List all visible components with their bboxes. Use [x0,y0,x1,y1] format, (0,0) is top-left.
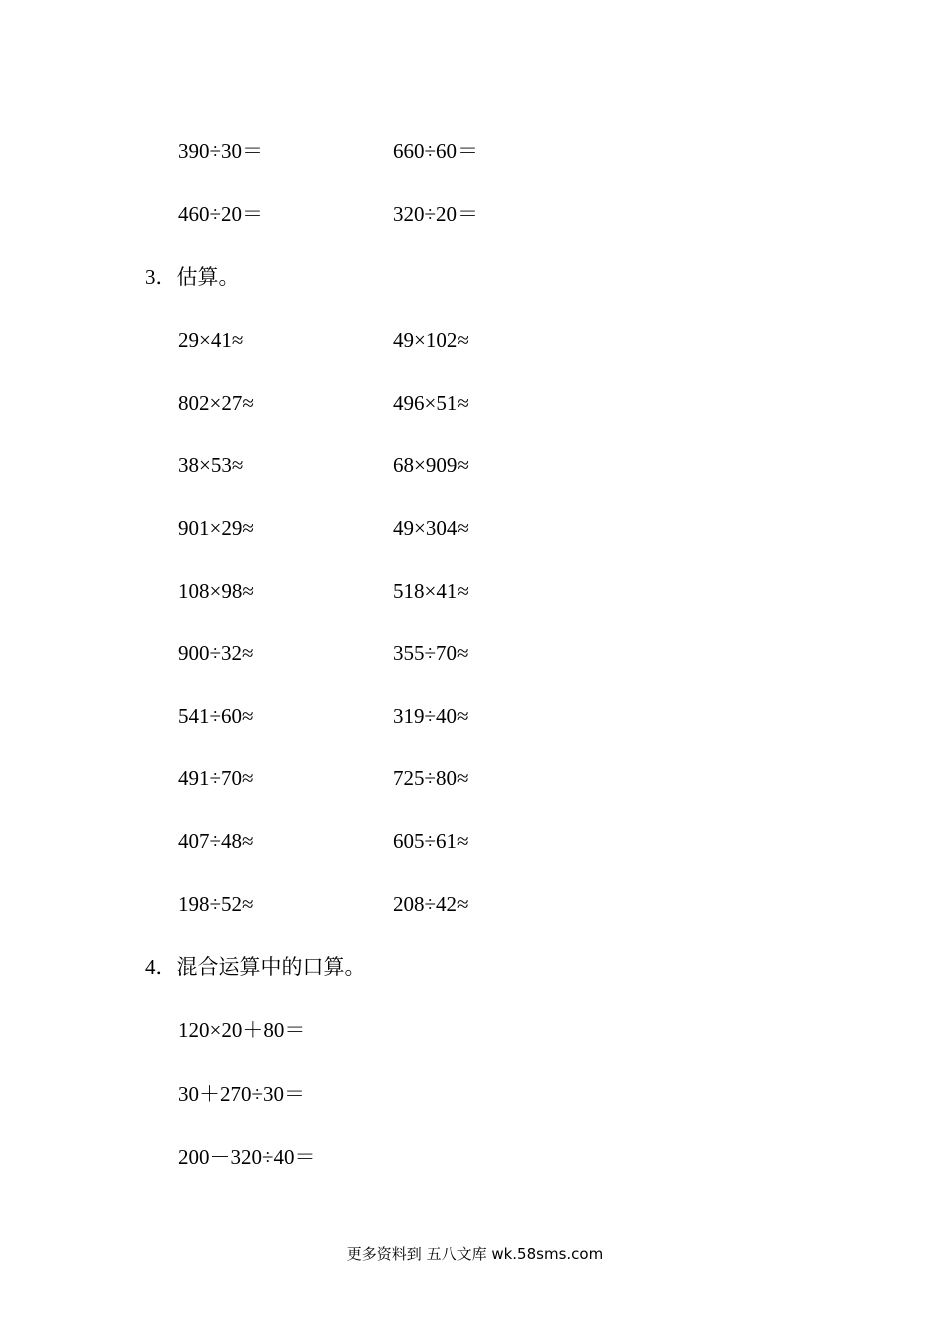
estimate-left-7: 541÷60≈ [178,704,254,728]
estimate-left-5: 108×98≈ [178,579,254,603]
estimate-right-9: 605÷61≈ [393,829,469,853]
estimate-left-8: 491÷70≈ [178,766,254,790]
problem-2-left-2: 460÷20＝ [178,202,264,226]
section-3-heading: 3．估算。 [145,265,240,289]
problem-2-left-1: 390÷30＝ [178,139,264,163]
estimate-right-6: 355÷70≈ [393,641,469,665]
estimate-left-1: 29×41≈ [178,328,244,352]
mixed-calc-2: 30＋270÷30＝ [178,1082,306,1106]
estimate-right-2: 496×51≈ [393,391,469,415]
footer-link-text: 更多资料到 五八文库 wk.58sms.com [346,1245,604,1263]
mixed-calc-1: 120×20＋80＝ [178,1018,306,1042]
mixed-calc-3: 200－320÷40＝ [178,1145,316,1169]
problem-2-right-2: 320÷20＝ [393,202,479,226]
estimate-left-2: 802×27≈ [178,391,254,415]
estimate-right-4: 49×304≈ [393,516,469,540]
problem-2-right-1: 660÷60＝ [393,139,479,163]
estimate-left-3: 38×53≈ [178,453,244,477]
estimate-right-1: 49×102≈ [393,328,469,352]
estimate-left-4: 901×29≈ [178,516,254,540]
estimate-left-10: 198÷52≈ [178,892,254,916]
section-4-heading: 4．混合运算中的口算。 [145,955,366,979]
estimate-right-5: 518×41≈ [393,579,469,603]
estimate-right-3: 68×909≈ [393,453,469,477]
estimate-left-6: 900÷32≈ [178,641,254,665]
estimate-right-8: 725÷80≈ [393,766,469,790]
estimate-left-9: 407÷48≈ [178,829,254,853]
estimate-right-10: 208÷42≈ [393,892,469,916]
estimate-right-7: 319÷40≈ [393,704,469,728]
